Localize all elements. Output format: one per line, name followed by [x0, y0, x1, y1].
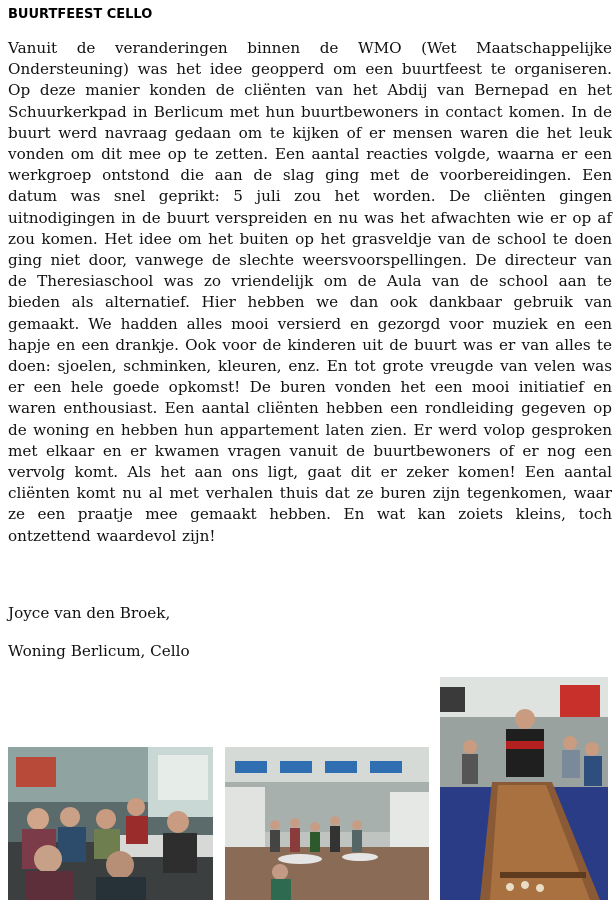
party-photo-hall — [225, 747, 429, 900]
article-body: Vanuit de veranderingen binnen de WMO (Wet Maatschappelijke Ondersteuning) was het idee geopperd om een buurtfeest te organiseren. Op deze manier konden de cliënten van het Abdij van Bernepad en het Schuurkerkpad in Berlicum met hun buurtbewoners in contact komen. In de buurt werd navraag gedaan om te kijken of er mensen waren die het leuk vonden om dit mee op te zetten. Een aantal reacties volgde, waarna er een werkgroep ontstond die aan de slag ging met de voorbereidingen. Een datum was snel geprikt: 5 juli zou het worden. De cliënten gingen uitnodigingen in de buurt verspreiden en nu was het afwachten wie er op af zou komen. Het idee om het buiten op het grasveldje van de school te doen ging niet door, vanwege de slechte weersvoorspellingen. De directeur van de Theresiaschool was zo vriendelijk om de Aula van de school aan te bieden als alternatief. Hier hebben we dan ook dankbaar gebruik van gemaakt. We hadden alles mooi versierd en gezorgd voor muziek en een hapje en een drankje. Ook voor de kinderen uit de buurt was er van alles te doen: sjoelen, schminken, kleuren, enz. En tot grote vreugde van velen was er een hele goede opkomst! De buren vonden het een mooi initiatief en waren enthousiast. Een aantal cliënten hebben een rondleiding gegeven op de woning en hebben hun appartement laten zien. Er werd volop gesproken met elkaar en er kwamen vragen vanuit de buurtbewoners of er nog een vervolg komt. Als het aan ons ligt, gaat dit er zeker komen! Een aantal cliënten komt nu al met verhalen thuis dat ze buren zijn tegenkomen, waar ze een praatje mee gemaakt hebben. En wat kan zoiets kleins, toch ontzettend waardevol zijn! — [8, 39, 612, 545]
article-title: BUURTFEEST CELLO — [8, 7, 153, 22]
party-photo-sjoelen — [440, 677, 608, 900]
party-photo-tables — [8, 747, 213, 900]
author-location: Woning Berlicum, Cello — [8, 642, 190, 660]
author-name: Joyce van den Broek, — [8, 604, 171, 622]
